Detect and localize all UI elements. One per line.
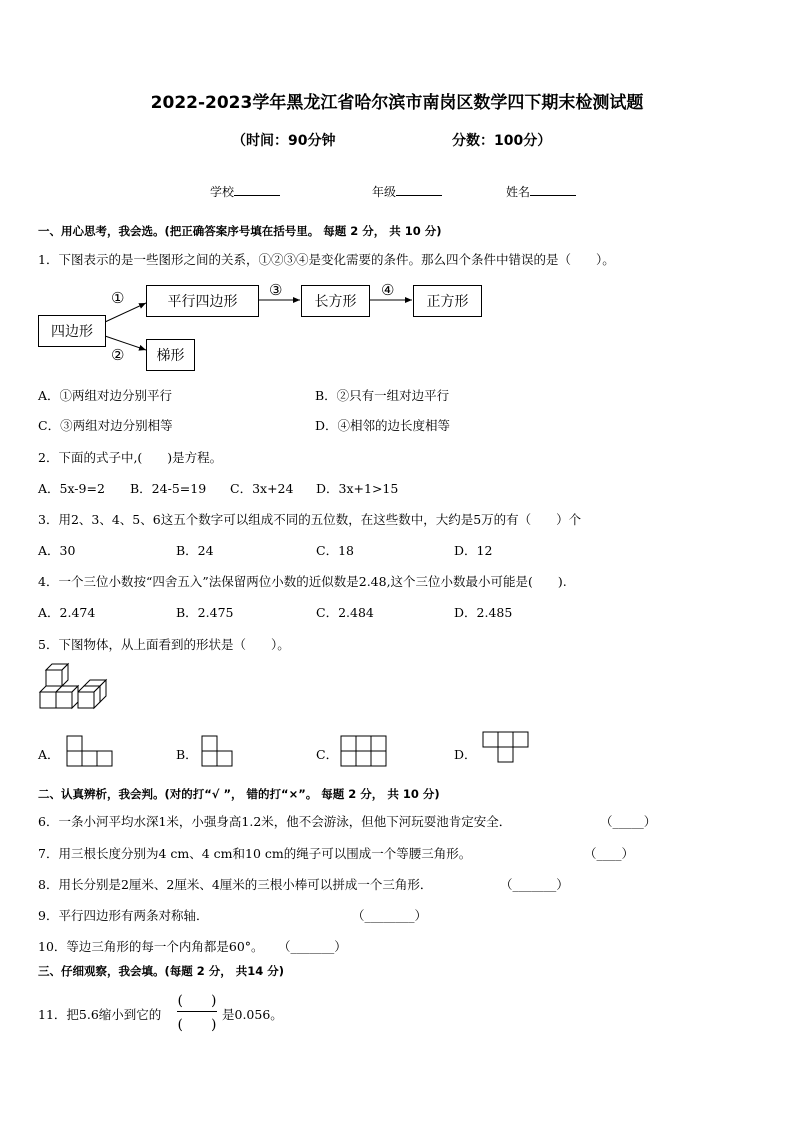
judge-item-6: 6．一条小河平均水深1米，小强身高1.2米，他不会游泳，但他下河玩耍池肯定安全． <box>38 814 512 829</box>
question-11-text: 11．把5.6缩小到它的 <box>38 1007 162 1022</box>
diagram-arrows <box>0 0 794 380</box>
judge-blank-7[interactable]: （____） <box>584 846 635 861</box>
parallelogram-box: 平行四边形 <box>146 285 259 317</box>
q5-option-b-shape <box>201 735 235 767</box>
numerator-blank[interactable]: ( ) <box>177 993 217 1009</box>
quadrilateral-box: 四边形 <box>38 315 106 347</box>
question-11-suffix: 是0.056。 <box>222 1007 283 1022</box>
q3-option-b[interactable]: B．24 <box>176 543 214 558</box>
exam-score: 分数：100分） <box>452 133 552 149</box>
exam-time: （时间：90分钟 <box>232 133 336 149</box>
q2-option-d[interactable]: D．3x+1>15 <box>316 481 399 496</box>
question-2: 2．下面的式子中,( )是方程。 <box>38 450 223 465</box>
condition-1-label: ① <box>111 289 125 307</box>
judge-blank-8[interactable]: （_______） <box>500 877 569 892</box>
q4-option-a[interactable]: A．2.474 <box>38 605 96 620</box>
judge-item-9: 9．平行四边形有两条对称轴． <box>38 908 209 923</box>
q4-option-d[interactable]: D．2.485 <box>454 605 513 620</box>
q5-option-c-shape <box>340 735 388 767</box>
judge-blank-9[interactable]: （________） <box>352 908 428 923</box>
q1-option-d[interactable]: D．④相邻的边长度相等 <box>315 418 451 433</box>
question-4: 4．一个三位小数按“四舍五入”法保留两位小数的近似数是2.48,这个三位小数最小可能是( ). <box>38 574 567 589</box>
school-label: 学校 <box>210 185 235 199</box>
trapezoid-box: 梯形 <box>146 339 195 371</box>
judge-item-7: 7．用三根长度分别为4 cm、4 cm和10 cm的绳子可以围成一个等腰三角形。 <box>38 846 472 861</box>
q3-option-d[interactable]: D．12 <box>454 543 493 558</box>
section-1-title: 一、用心思考，我会选。(把正确答案序号填在括号里。 每题 2 分， 共 10 分) <box>38 224 442 238</box>
q5-option-a[interactable]: A． <box>38 747 60 762</box>
q5-option-c[interactable]: C． <box>316 747 339 762</box>
q2-option-b[interactable]: B．24-5=19 <box>130 481 207 496</box>
q5-option-d[interactable]: D． <box>454 747 477 762</box>
square-box: 正方形 <box>413 285 482 317</box>
question-1: 1．下图表示的是一些图形之间的关系，①②③④是变化需要的条件。那么四个条件中错误的是（ ）。 <box>38 252 615 267</box>
q5-option-a-shape <box>66 735 114 767</box>
fraction-blank[interactable] <box>175 990 219 1034</box>
question-3: 3．用2、3、4、5、6这五个数字可以组成不同的五位数，在这些数中，大约是5万的有（ ）个 <box>38 512 582 527</box>
judge-item-8: 8．用长分别是2厘米、2厘米、4厘米的三根小棒可以拼成一个三角形． <box>38 877 433 892</box>
q2-option-a[interactable]: A．5x-9=2 <box>38 481 105 496</box>
q1-option-b[interactable]: B．②只有一组对边平行 <box>315 388 450 403</box>
q1-option-c[interactable]: C．③两组对边分别相等 <box>38 418 173 433</box>
q4-option-b[interactable]: B．2.475 <box>176 605 234 620</box>
q2-option-c[interactable]: C．3x+24 <box>230 481 294 496</box>
condition-2-label: ② <box>111 346 125 364</box>
rectangle-box: 长方形 <box>301 285 370 317</box>
q3-option-a[interactable]: A．30 <box>38 543 76 558</box>
section-3-title: 三、仔细观察，我会填。(每题 2 分， 共14 分) <box>38 964 285 978</box>
judge-item-10: 10．等边三角形的每一个内角都是60°。 <box>38 939 264 954</box>
cube-stack-figure <box>38 662 110 714</box>
q4-option-c[interactable]: C．2.484 <box>316 605 374 620</box>
condition-4-label: ④ <box>381 281 395 299</box>
name-label: 姓名 <box>506 185 531 199</box>
page-title: 2022-2023学年黑龙江省哈尔滨市南岗区数学四下期末检测试题 <box>150 93 644 113</box>
q1-option-a[interactable]: A．①两组对边分别平行 <box>38 388 173 403</box>
q3-option-c[interactable]: C．18 <box>316 543 354 558</box>
q5-option-b[interactable]: B． <box>176 747 198 762</box>
grade-label: 年级 <box>372 185 397 199</box>
judge-blank-6[interactable]: （_____） <box>600 814 657 829</box>
question-5: 5．下图物体，从上面看到的形状是（ ）。 <box>38 637 290 652</box>
condition-3-label: ③ <box>269 281 283 299</box>
denominator-blank[interactable]: ( ) <box>177 1017 217 1033</box>
section-2-title: 二、认真辨析，我会判。(对的打“√ ”， 错的打“×”。 每题 2 分， 共 10 分) <box>38 787 440 801</box>
q5-option-d-shape <box>482 731 530 765</box>
fraction-bar <box>177 1011 217 1012</box>
judge-blank-10[interactable]: （_______） <box>278 939 347 954</box>
